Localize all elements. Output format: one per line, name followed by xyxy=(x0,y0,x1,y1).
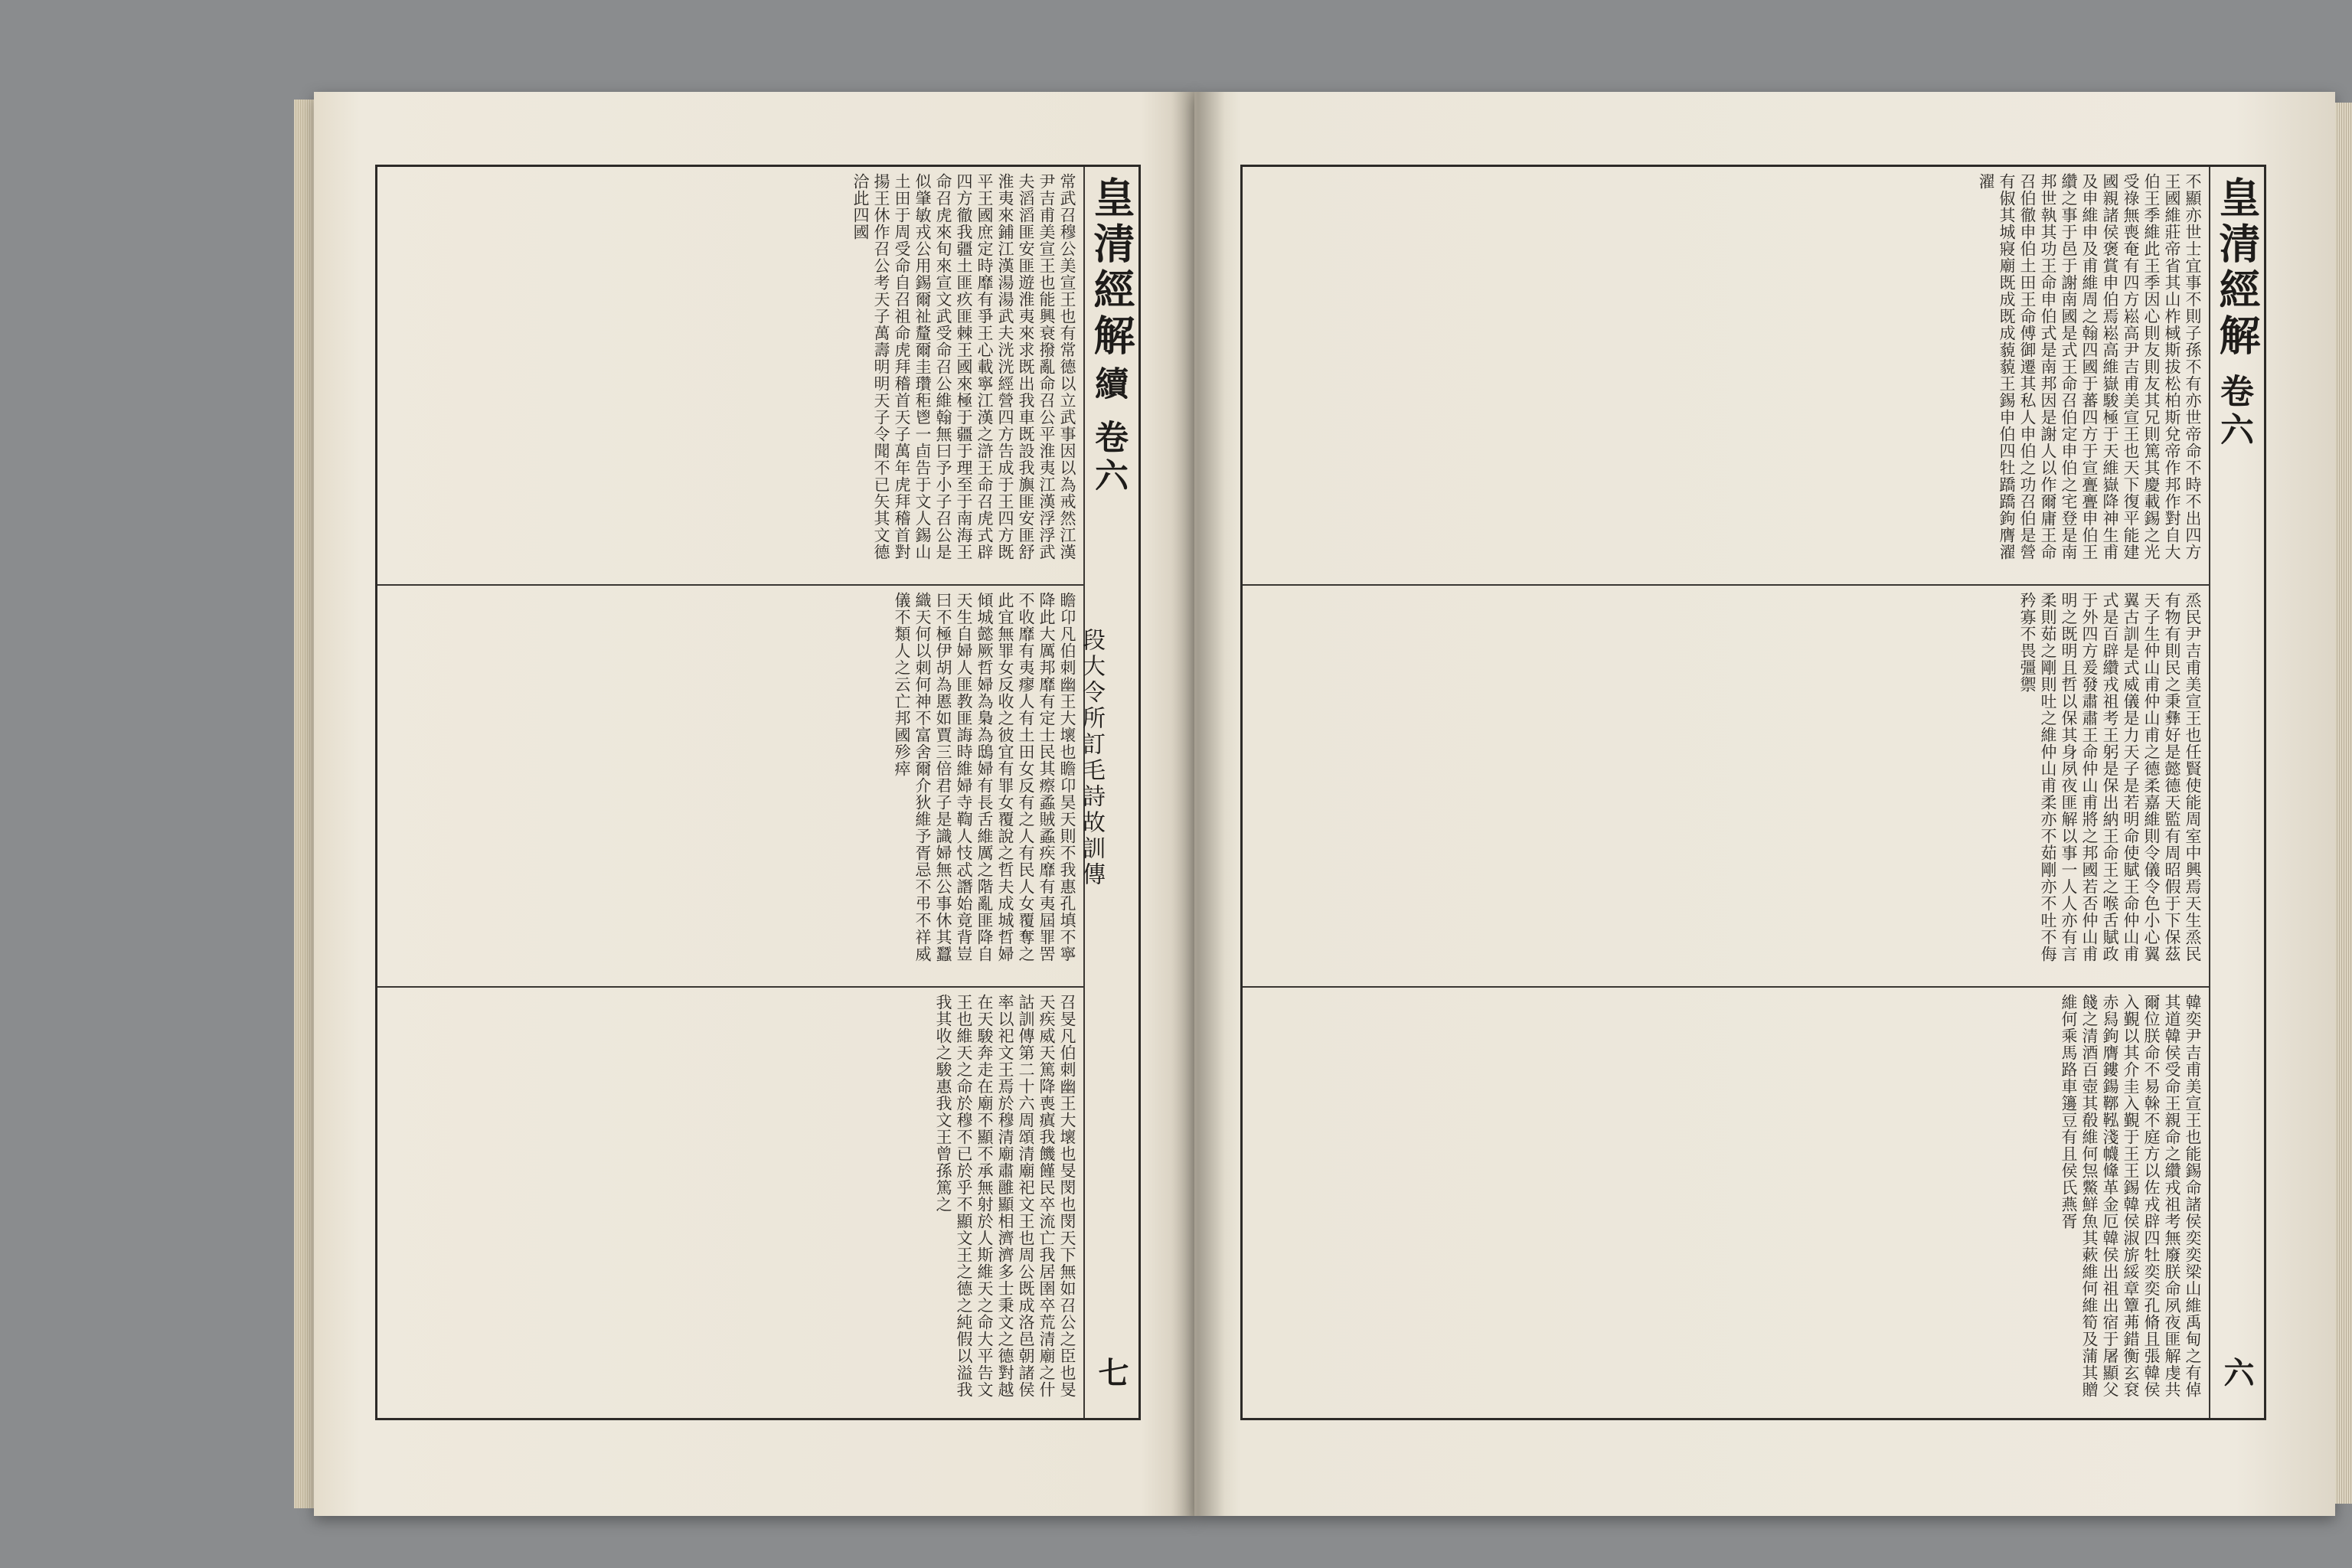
left-margin-title: 皇清經解 xyxy=(1087,176,1136,360)
right-margin-title-tail: 卷六 xyxy=(2214,374,2253,450)
right-margin-title: 皇清經解 xyxy=(2213,176,2262,360)
left-margin-volume-sub: 續 xyxy=(1089,366,1128,404)
left-top-tier xyxy=(377,173,1077,579)
left-bottom-tier xyxy=(377,994,1077,1413)
left-middle-tier xyxy=(377,592,1077,978)
left-footer-note: 段大令所訂毛詩故訓傳 xyxy=(1078,628,1105,888)
right-page-number: 六 xyxy=(2219,1357,2255,1387)
right-bottom-tier xyxy=(1243,994,2203,1413)
right-margin-column xyxy=(2209,167,2264,1418)
left-middle-text: 瞻卬凡伯刺幽王大壞也瞻卬昊天則不我惠孔填不寧降此大厲邦靡有定士民其瘵蟊賊蟊疾靡有夷屆罪罟不收靡有夷瘳人有土田女反有之人有民人女覆奪之此宜無罪女反收之彼宜有罪女覆說之哲夫成城哲婦傾城懿厥哲婦為梟為鴟婦有長舌維厲之階亂匪降自天生自婦人匪教匪誨時維婦寺鞫人忮忒譖始竟背豈曰不極伊胡為慝如賈三倍君子是識婦無公事休其蠶織天何以刺何神不富舍爾介狄維予胥忌不弔不祥威儀不類人之云亡邦國殄瘁 xyxy=(893,592,1076,962)
left-margin-title-tail: 卷六 xyxy=(1089,420,1128,496)
left-print-frame xyxy=(375,165,1141,1420)
right-bottom-text: 韓奕尹吉甫美宣王也能錫命諸侯奕奕梁山維禹甸之有倬其道韓侯受命王親命之纘戎祖考無廢朕命夙夜匪解虔共爾位朕命不易榦不庭方以佐戎辟四牡奕奕孔脩且張韓侯入覲以其介圭入覲于王王錫韓侯淑旂綏章簟茀錯衡玄袞赤舄鉤膺鏤鍚鞹鞃淺幭鞗革金厄韓侯出祖出宿于屠顯父餞之清酒百壺其殽維何炰鱉鮮魚其蔌維何維筍及蒲其贈維何乘馬路車籩豆有且侯氏燕胥 xyxy=(2060,994,2202,1398)
right-tier-rule-2 xyxy=(1243,986,2210,988)
left-bottom-text: 召旻凡伯刺幽王大壞也旻閔也閔天下無如召公之臣也旻天疾威天篤降喪瘨我饑饉民卒流亡我居圉卒荒清廟之什詁訓傳第二十六周頌清廟祀文王也周公既成洛邑朝諸侯率以祀文王焉於穆清廟肅雝顯相濟濟多士秉文之德對越在天駿奔走在廟不顯不承無射於人斯維天之命大平告文王也維天之命於穆不已於乎不顯文王之德之純假以溢我我其收之駿惠我文王曾孫篤之 xyxy=(934,994,1076,1398)
right-page-edges xyxy=(2335,103,2352,1504)
left-page-number: 七 xyxy=(1093,1357,1129,1387)
right-tier-rule-1 xyxy=(1243,584,2210,586)
right-middle-text: 烝民尹吉甫美宣王也任賢使能周室中興焉天生烝民有物有則民之秉彝好是懿德天監有周昭假于下保茲天子生仲山甫仲山甫之德柔嘉維則令儀令色小心翼翼古訓是式威儀是力天子是若明命使賦王命仲山甫式是百辟纘戎祖考王躬是保出納王命王之喉舌賦政于外四方爰發肅肅王命仲山甫將之邦國若否仲山甫明之既明且哲以保其身夙夜匪解以事一人人亦有言柔則茹之剛則吐之維仲山甫柔亦不茹剛亦不吐不侮矜寡不畏彊禦 xyxy=(2018,592,2202,962)
left-tier-rule-1 xyxy=(377,584,1085,586)
open-book xyxy=(314,92,2335,1516)
spine-gutter-shadow xyxy=(1171,92,1225,1516)
right-top-tier xyxy=(1243,173,2203,579)
right-page xyxy=(1194,92,2335,1516)
left-page xyxy=(314,92,1194,1516)
left-tier-rule-2 xyxy=(377,986,1085,988)
right-top-text: 不顯亦世士宜事不則子孫不有亦世帝命不時不出四方王國維莊帝省其山柞棫斯拔松柏斯兌帝作邦作對自大伯王季維此王季因心則友則友其兄則篤其慶載錫之光受祿無喪奄有四方崧高尹吉甫美宣王也天下復平能建國親諸侯褒賞申伯焉崧高維嶽駿極于天維嶽降神生甫及申維申及甫維周之翰四國于蕃四方于宣亹亹申伯王纘之事于邑于謝南國是式王命召伯定申伯之宅登是南邦世執其功王命申伯式是南邦因是謝人以作爾庸王命召伯徹申伯土田王命傅御遷其私人申伯之功召伯是營有俶其城寢廟既成既成藐藐王錫申伯四牡蹻蹻鉤膺濯濯 xyxy=(1977,173,2202,560)
right-print-frame xyxy=(1240,165,2266,1420)
right-middle-tier xyxy=(1243,592,2203,978)
left-page-edges xyxy=(294,100,314,1508)
left-top-text: 常武召穆公美宣王也有常德以立武事因以為戒然江漢尹吉甫美宣王也能興衰撥亂命召公平淮夷江漢浮浮武夫滔滔匪安匪遊淮夷來求既出我車既設我旟匪安匪舒淮夷來鋪江漢湯湯武夫洸洸經營四方告成于王四方既平王國庶定時靡有爭王心載寧江漢之滸王命召虎式辟四方徹我疆土匪疚匪棘王國來極于疆于理至于南海王命召虎來旬來宣文武受命召公維翰無曰予小子召公是似肇敏戎公用錫爾祉釐爾圭瓚秬鬯一卣告于文人錫山土田于周受命自召祖命虎拜稽首天子萬年虎拜稽首對揚王休作召公考天子萬壽明明天子令聞不已矢其文德洽此四國 xyxy=(851,173,1076,560)
